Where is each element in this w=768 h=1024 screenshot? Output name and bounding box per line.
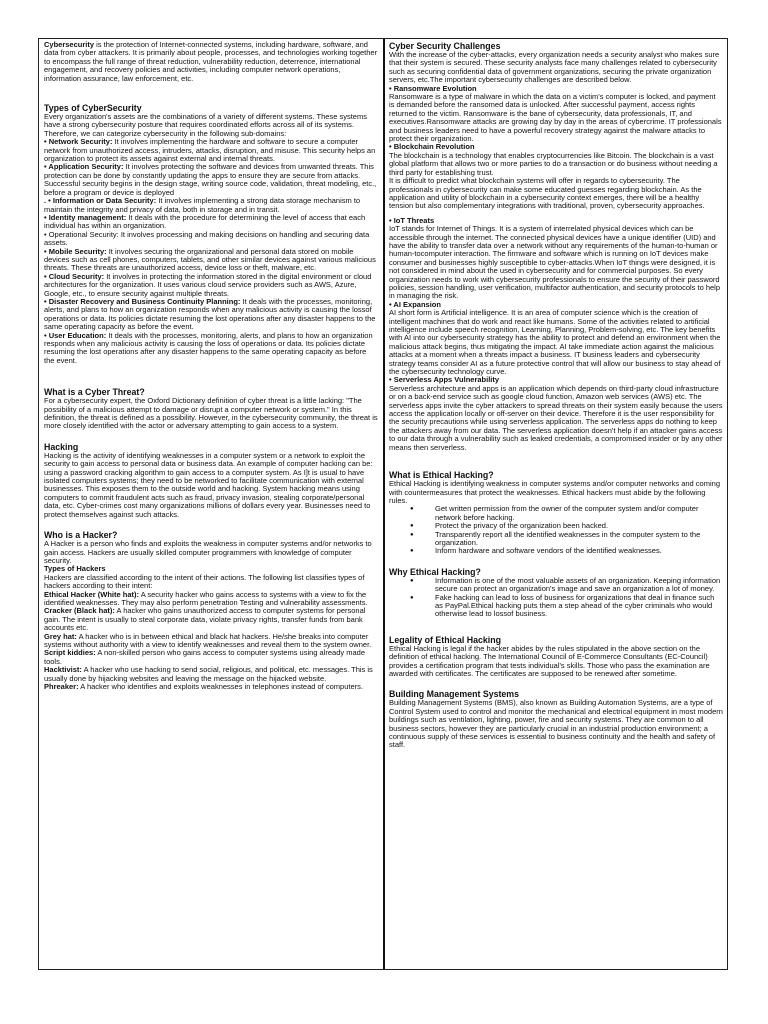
right-column bbox=[389, 41, 723, 967]
challenge-text: Serverless architecture and apps is an application which depends on third-party cloud infrastructure or on a back-end service such as google cloud function, Amazon web services (AWS) etc. The serverless apps invite the cyber attackers to spread threats on their system easily because the users access the application locally or off-server on their device. Therefore it is the user responsibility for the security precautions while using serverless application. The serverless apps do nothing to keep the attackers away from our data. The serverless application doesn't help if an attacker gains access to our data through a vulnerability such as leaked credentials, a compromised insider or by any other means then serverless. bbox=[389, 383, 723, 452]
challenge-title: • AI Expansion bbox=[389, 299, 441, 309]
type-item: • Disaster Recovery and Business Continuity Planning: It deals with the processes, monitoring, alerts, and plans to how an organization responds when any malicious activity is causing the lossof operations or data. Its policies dictate resuming the lost operations after any disaster happens to the same operating capacity as before the event. bbox=[44, 296, 376, 332]
why-item: ● Fake hacking can lead to loss of business for organizations that deal in finance such as PayPal.Ethical hacking puts them a step ahead of the cyber criminals who would otherwise lead to lossof business. bbox=[435, 594, 723, 619]
hacker-type-item: Cracker (Black hat): A hacker who gains unauthorized access to computer systems for personal gain. The intent is usually to steal corporate data, violate privacy rights, transfer funds from bank accounts etc. bbox=[44, 606, 366, 633]
challenge-title: • Blockchain Revolution bbox=[389, 142, 475, 152]
challenge-text: AI short form is Artificial intelligence. It is an area of computer science which is the creation of intelligent machines that do work and react like humans. Some of the activities related to artificial intelligence include speech recognition, Learning, Planning, Problem-solving, etc. The key benefits with AI into our cybersecurity strategy has the ability to protect and defend an environment when the malicious attack begins, thus mitigating the impact. AI take immediate action against the malicious attacks at a moment when a threats impact a business. IT business leaders and cybersecurity strategy teams consider AI as a future protective control that will allow our business to stay ahead of the cybersecurity technology curve. bbox=[389, 308, 721, 377]
intro-paragraph bbox=[44, 41, 378, 83]
hacker-heading: Who is a Hacker? bbox=[44, 530, 118, 541]
challenge-title: • IoT Threats bbox=[389, 215, 435, 225]
bms-text: Building Management Systems (BMS), also known as Building Automation Systems, are a type of Control System used to control and monitor the mechanical and electrical equipment in most modern buildings such as ventilation, lighting, power, fire and security systems. They are common to all business sectors, however they are particularly crucial in an industrial production environment; a continuous supply of these services is essential to business continuity and the health and safety of staff. bbox=[389, 698, 723, 750]
ethical-rule: ● Transparently report all the identified weaknesses in the computer system to the organization. bbox=[435, 531, 723, 548]
type-item: . • Information or Data Security: It involves implementing a strong data storage mechanism to maintain the integrity and privacy of data, both in storage and in transit. bbox=[44, 196, 361, 214]
type-item: • Operational Security: It involves processing and making decisions on handling and securing data assets. bbox=[44, 229, 370, 248]
type-item: • Application Security: It involves protecting the software and devices from unwanted threats. This protection can be done by constantly updating the apps to ensure they are secure from attacks. Successful security begins in the design stage, writing source code, validation, threat modeling, etc., before a program or device is deployed bbox=[44, 162, 377, 197]
types-hackers-heading: Types of Hackers bbox=[44, 564, 106, 574]
types-heading: Types of CyberSecurity bbox=[44, 103, 142, 114]
types-list bbox=[44, 138, 378, 365]
hacker-type-item: Grey hat: A hacker who is in between ethical and black hat hackers. He/she breaks into computer systems without authority with a view to identify weaknesses and reveal them to the system owner. bbox=[44, 631, 372, 649]
why-heading: Why Ethical Hacking? bbox=[389, 566, 481, 577]
ethical-rule: ● Get written permission from the owner of the computer system and/or computer network before hacking. bbox=[435, 505, 723, 522]
bms-heading: Building Management Systems bbox=[389, 689, 520, 700]
column-divider bbox=[383, 39, 385, 969]
intro-term: Cybersecurity bbox=[44, 41, 95, 49]
type-item: • Mobile Security: It involves securing the organizational and personal data stored on mobile devices such as cell phones, computers, tablets, and other similar devices against various malicious threats. These threats are unauthorized access, device loss or theft, malware, etc. bbox=[44, 246, 376, 273]
challenge-title: • Serverless Apps Vulnerability bbox=[389, 375, 500, 385]
challenge-text: It is difficult to predict what blockchain systems will offer in regards to cybersecurity. The professionals in cybersecurity can make some educated guesses regarding blockchain. As the application and utility of blockchain in a cybersecurity context emerges, there will be a healthy tension but also complementary integrations with traditional, proven, cybersecurity approaches. bbox=[389, 176, 705, 211]
hackers-list bbox=[44, 591, 378, 692]
hacker-text: A Hacker is a person who finds and exploits the weakness in computer systems and/or networks to gain access. Hackers are usually skilled computer programmers with knowledge of computer security. bbox=[44, 539, 372, 565]
legality-text: Ethical Hacking is legal if the hacker abides by the rules stipulated in the above section on the definition of ethical hacking. The International Council of E-Commerce Consultants (EC-Council) provides a certification program that tests individual's skills. Those who pass the examination are awarded with certificates. The certificates are supposed to be renewed after sometime. bbox=[389, 643, 710, 678]
challenge-text: Ransomware is a type of malware in which the data on a victim's computer is locked, and payment is demanded before the ransomed data is unlocked. After successful payment, access rights returned to the victim. Ransomware is the bane of cybersecurity, data professionals, IT, and executives.Ransomware attacks are growing day by day in the areas of cybercrime. IT professionals and business leaders need to have a powerful recovery strategy against the malware attacks to protect their organization. bbox=[389, 92, 722, 144]
ethical-rule: ● Inform hardware and software vendors of the identified weaknesses. bbox=[435, 547, 723, 555]
challenge-text: IoT stands for Internet of Things. It is a system of interrelated physical devices which can be accessible through the internet. The connected physical devices have a unique identifier (UID) and have the ability to transfer data over a network without any requirements of the human-to-human or human-tocomputer interaction. The firmware and software which is running on IoT devices make consumer and businesses highly susceptible to cyber-attacks.When IoT things were designed, it is not considered in mind about the used in cybersecurity and for commercial purposes. So every organization needs to work with cybersecurity professionals to ensure the security of their password policies, session handling, user verification, multifactor authentication, and security protocols to help in managing the risk. bbox=[389, 224, 721, 301]
types-intro: Every organization's assets are the combinations of a variety of different systems. These systems have a strong cybersecurity posture that requires coordinated efforts across all of its systems. Therefore, we can categorize cybersecurity in the following sub-domains: bbox=[44, 112, 367, 138]
ethical-intro: Ethical Hacking is identifying weakness in computer systems and/or computer networks and coming with countermeasures that protect the weaknesses. Ethical hackers must abide by the following rules. bbox=[389, 479, 720, 505]
challenges-intro: With the increase of the cyber-attacks, every organization needs a security analyst who makes sure that their system is secured. These security analysts face many challenges related to cybersecurity such as securing confidential data of government organizations, securing the private organization servers, etc.The important cybersecurity challenges are described below. bbox=[389, 50, 720, 85]
hacker-type-item: Ethical Hacker (White hat): A security hacker who gains access to systems with a view to fix the identified weaknesses. They may also perform penetration Testing and vulnerability assessments. bbox=[44, 589, 368, 607]
type-item: • Network Security: It involves implementing the hardware and software to secure a computer network from unauthorized access, intruders, attacks, disruption, and misuse. This security helps an organization to protect its assets against external and internal threats. bbox=[44, 137, 376, 164]
left-column bbox=[44, 41, 378, 967]
type-item: • User Education: It deals with the processes, monitoring, alerts, and plans to how an organization responds when any malicious activity is causing the loss of operations or data. Its policies dictate resuming the lost operations after any disaster happens to the same operating capacity as before the event. bbox=[44, 330, 373, 365]
document-page bbox=[38, 38, 728, 970]
intro-text: is the protection of Internet-connected systems, including hardware, software, and data from cyber attackers. It is primarily about people, processes, and technologies working together to encompass the full range of threat reduction, vulnerability reduction, deterrence, international engagement, and recovery policies and activities, including computer network operations, information assurance, law enforcement, etc. bbox=[44, 41, 378, 83]
why-list bbox=[389, 577, 723, 619]
ethical-heading: What is Ethical Hacking? bbox=[389, 470, 494, 481]
type-item: • Identity management: It deals with the procedure for determining the level of access that each individual has within an organization. bbox=[44, 212, 366, 231]
threat-text: For a cybersecurity expert, the Oxford Dictionary definition of cyber threat is a little lacking: "The possibility of a malicious attempt to damage or disrupt a computer network or system." In this definition, the threat is defined as a possibility. However, in the cybersecurity community, the threat is more closely identified with the actor or adversary attempting to gain access to a system. bbox=[44, 396, 378, 431]
challenge-title: • Ransomware Evolution bbox=[389, 83, 477, 93]
threat-heading: What is a Cyber Threat? bbox=[44, 387, 145, 398]
legality-heading: Legality of Ethical Hacking bbox=[389, 634, 501, 645]
hacker-type-item: Hacktivist: A hacker who use hacking to send social, religious, and political, etc. messages. This is usually done by hijacking websites and leaving the message on the hijacked website. bbox=[44, 665, 373, 683]
ethical-rule: ● Protect the privacy of the organization been hacked. bbox=[435, 522, 723, 530]
hacker-type-item: Phreaker: A hacker who identifies and exploits weaknesses in telephones instead of computers. bbox=[44, 682, 363, 691]
hacking-heading: Hacking bbox=[44, 441, 79, 452]
challenge-text: The blockchain is a technology that enables cryptocurrencies like Bitcoin. The blockchain is a vast global platform that allows two or more parties to do a transaction or do business without needing a third party for establishing trust. bbox=[389, 150, 718, 177]
type-item: • Cloud Security: It involves in protecting the information stored in the digital environment or cloud architectures for the organization. It uses various cloud service providers such as AWS, Azure, Google, etc., to ensure security against multiple threats. bbox=[44, 271, 372, 298]
why-item: ● Information is one of the most valuable assets of an organization. Keeping information secure can protect an organization's image and save an organization a lot of money. bbox=[435, 577, 723, 594]
hacking-text: Hacking is the activity of identifying weaknesses in a computer system or a network to exploit the security to gain access to personal data or business data. An example of computer hacking can be: using a password cracking algorithm to gain access to a computer system. As I]t is usual to have isolated computers systems; they need to be networked to facilitate communication with external businesses. This exposes them to the outside world and hacking. System hacking means using computers to commit fraudulent acts such as fraud, privacy invasion, stealing corporate/personal data, etc. Cyber-crimes cost many organizations millions of dollars every year. Businesses need to protect themselves against such attacks. bbox=[44, 450, 373, 519]
challenges-heading: Cyber Security Challenges bbox=[389, 41, 501, 51]
types-hackers-intro: Hackers are classified according to the intent of their actions. The following list classifies types of hackers according to their intent: bbox=[44, 572, 365, 591]
hacker-type-item: Script kiddies: A non-skilled person who gains access to computer systems using already made tools. bbox=[44, 648, 365, 666]
ethical-rules-list bbox=[389, 505, 723, 555]
